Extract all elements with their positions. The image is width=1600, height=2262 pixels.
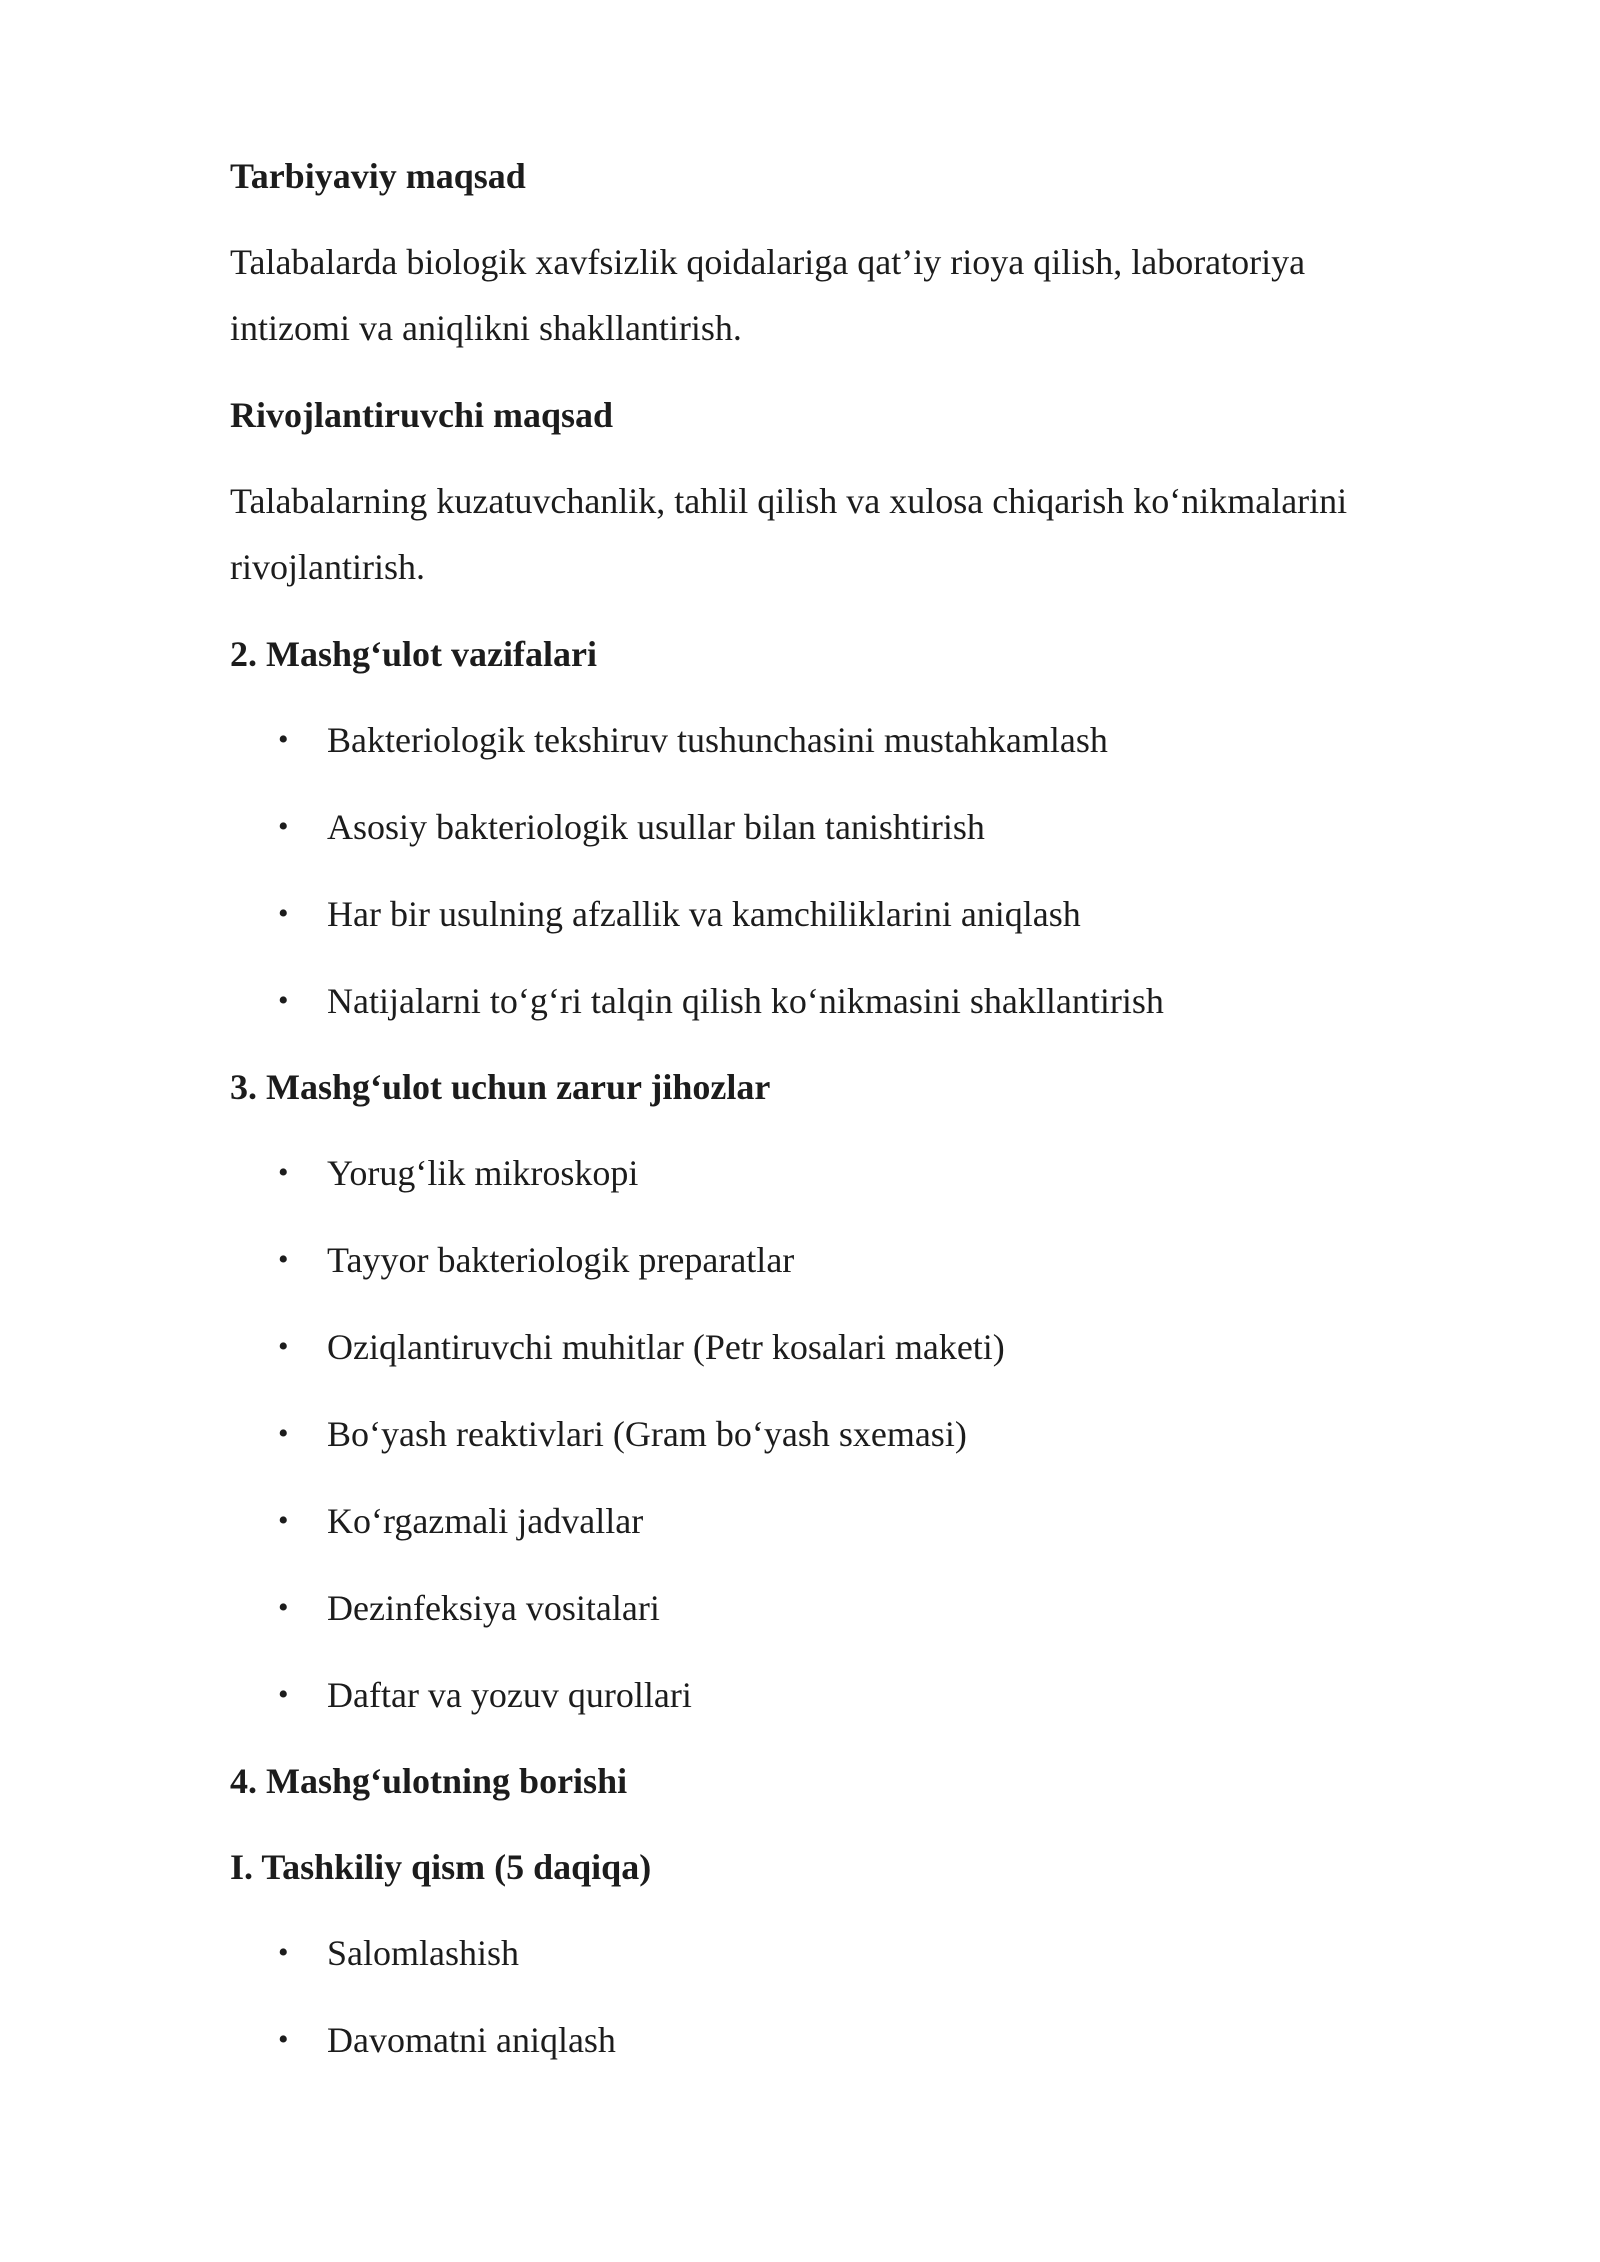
list-item-text: Ko‘rgazmali jadvallar: [327, 1501, 644, 1541]
organizational-heading: I. Tashkiliy qism (5 daqiqa): [230, 1847, 652, 1887]
bullet-icon: •: [278, 1504, 289, 1537]
bullet-icon: •: [278, 2023, 289, 2056]
educational-goal-text: Talabalarda biologik xavfsizlik qoidalariga qat’iy rioya qilish, laboratoriya intizomi va aniqlikni shakllantirish.: [230, 242, 1306, 348]
list-item-text: Oziqlantiruvchi muhitlar (Petr kosalari maketi): [327, 1327, 1005, 1367]
developmental-goal-heading: Rivojlantiruvchi maqsad: [230, 395, 614, 435]
list-item: [230, 714, 1430, 766]
list-item-text: Davomatni aniqlash: [327, 2020, 616, 2060]
bullet-icon: •: [278, 984, 289, 1017]
list-item: [230, 888, 1430, 940]
list-item: [230, 1408, 1430, 1460]
educational-goal-heading: Tarbiyaviy maqsad: [230, 156, 526, 196]
list-item-text: Yorug‘lik mikroskopi: [327, 1153, 639, 1193]
tasks-list: [230, 714, 1430, 1027]
organizational-list: [230, 1927, 1430, 2066]
bullet-icon: •: [278, 723, 289, 756]
list-item: [230, 2014, 1430, 2066]
list-item-text: Tayyor bakteriologik preparatlar: [327, 1240, 795, 1280]
developmental-goal-text: Talabalarning kuzatuvchanlik, tahlil qilish va xulosa chiqarish ko‘nikmalarini rivojlantirish.: [230, 481, 1348, 587]
bullet-icon: •: [278, 1936, 289, 1969]
bullet-icon: •: [278, 1591, 289, 1624]
procedure-heading: 4. Mashg‘ulotning borishi: [230, 1761, 628, 1801]
equipment-heading: 3. Mashg‘ulot uchun zarur jihozlar: [230, 1067, 771, 1107]
list-item: [230, 801, 1430, 853]
list-item-text: Bo‘yash reaktivlari (Gram bo‘yash sxemasi): [327, 1414, 967, 1454]
list-item-text: Bakteriologik tekshiruv tushunchasini mustahkamlash: [327, 720, 1108, 760]
list-item: [230, 1582, 1430, 1634]
list-item: [230, 975, 1430, 1027]
tasks-heading: 2. Mashg‘ulot vazifalari: [230, 634, 597, 674]
list-item-text: Natijalarni to‘g‘ri talqin qilish ko‘nikmasini shakllantirish: [327, 981, 1164, 1021]
list-item-text: Salomlashish: [327, 1933, 520, 1973]
list-item: [230, 1669, 1430, 1721]
bullet-icon: •: [278, 1156, 289, 1189]
list-item-text: Dezinfeksiya vositalari: [327, 1588, 660, 1628]
document-page: [230, 150, 1430, 2100]
list-item: [230, 1927, 1430, 1979]
bullet-icon: •: [278, 1417, 289, 1450]
bullet-icon: •: [278, 1678, 289, 1711]
bullet-icon: •: [278, 1243, 289, 1276]
equipment-list: [230, 1147, 1430, 1721]
list-item-text: Har bir usulning afzallik va kamchiliklarini aniqlash: [327, 894, 1081, 934]
list-item-text: Daftar va yozuv qurollari: [327, 1675, 692, 1715]
list-item: [230, 1321, 1430, 1373]
list-item: [230, 1234, 1430, 1286]
list-item-text: Asosiy bakteriologik usullar bilan tanishtirish: [327, 807, 985, 847]
bullet-icon: •: [278, 1330, 289, 1363]
bullet-icon: •: [278, 897, 289, 930]
bullet-icon: •: [278, 810, 289, 843]
list-item: [230, 1147, 1430, 1199]
list-item: [230, 1495, 1430, 1547]
